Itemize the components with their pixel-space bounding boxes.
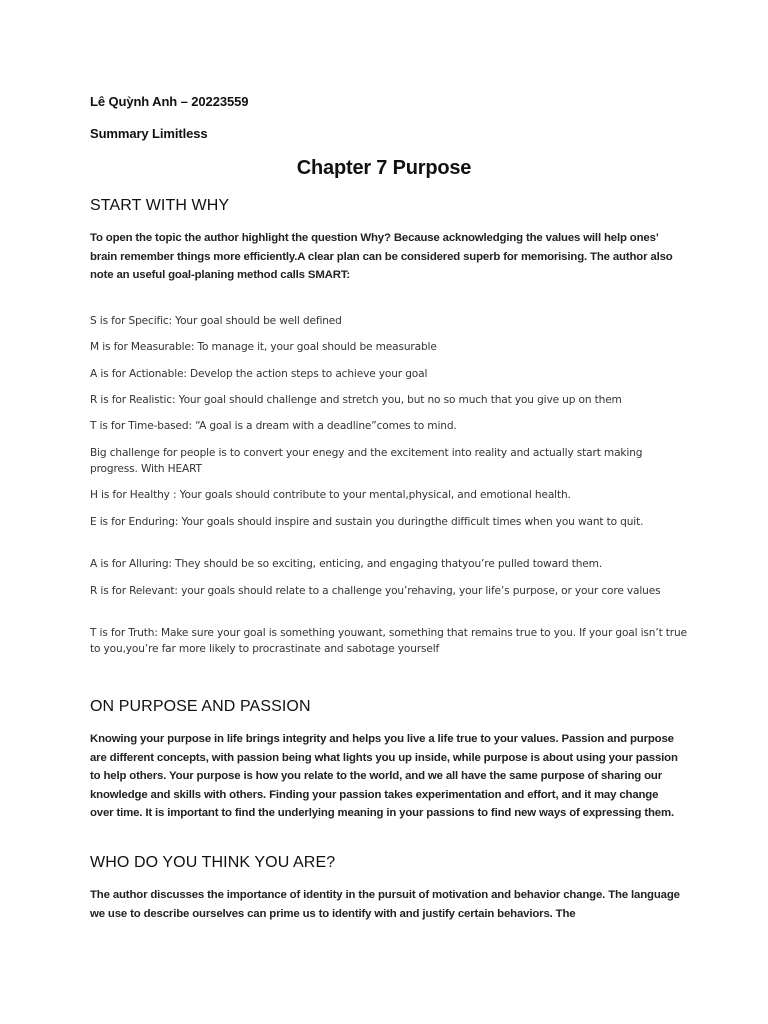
smart-item-t: T is for Time-based: “A goal is a dream with a deadline”comes to mind. <box>90 420 457 432</box>
heart-intro: Big challenge for people is to convert your enegy and the excitement into reality and actually start making progress. With HEART <box>90 447 643 475</box>
section-heading-start-with-why: START WITH WHY <box>90 197 230 214</box>
section-heading-who-are-you: WHO DO YOU THINK YOU ARE? <box>90 854 336 871</box>
heart-item-a: A is for Alluring: They should be so exciting, enticing, and engaging thatyou’re pulled toward them. <box>90 558 603 570</box>
on-purpose-body: Knowing your purpose in life brings integrity and helps you live a life true to your values. Passion and purpose are different concepts, with passion being what lights you up inside, while purpose is about using your passion to help others. Your purpose is how you relate to the world, and we all have the same purpose of sharing our knowledge and skills with others. Finding your passion takes experimentation and effort, and it may change over time. It is important to find the underlying meaning in your passions to find new ways of expressing them. <box>90 733 678 820</box>
heart-item-r: R is for Relevant: your goals should relate to a challenge you’rehaving, your life’s purpose, or your core values <box>90 585 661 597</box>
heart-item-e: E is for Enduring: Your goals should inspire and sustain you duringthe difficult times when you want to quit. <box>90 516 644 528</box>
summary-title: Summary Limitless <box>90 126 208 141</box>
chapter-title: Chapter 7 Purpose <box>296 157 472 179</box>
smart-item-m: M is for Measurable: To manage it, your goal should be measurable <box>90 341 437 353</box>
author-line: Lê Quỳnh Anh – 20223559 <box>90 94 249 109</box>
heart-item-h: H is for Healthy : Your goals should contribute to your mental,physical, and emotional health. <box>90 489 571 501</box>
smart-item-s: S is for Specific: Your goal should be well defined <box>90 315 342 327</box>
who-are-you-body: The author discusses the importance of identity in the pursuit of motivation and behavior change. The language we use to describe ourselves can prime us to identify with and justify certain behaviors. The <box>90 889 680 920</box>
start-with-why-intro: To open the topic the author highlight the question Why? Because acknowledging the values will help ones’ brain remember things more efficiently.A clear plan can be considered superb for memorising. The author also note an useful goal-planing method calls SMART: <box>90 232 673 282</box>
heart-item-t: T is for Truth: Make sure your goal is something youwant, something that remains true to you. If your goal isn’t true to you,you’re far more likely to procrastinate and sabotage yourself <box>90 627 687 655</box>
section-heading-on-purpose: ON PURPOSE AND PASSION <box>90 698 311 715</box>
smart-item-a: A is for Actionable: Develop the action steps to achieve your goal <box>90 368 428 380</box>
smart-item-r: R is for Realistic: Your goal should challenge and stretch you, but no so much that you give up on them <box>90 394 622 406</box>
